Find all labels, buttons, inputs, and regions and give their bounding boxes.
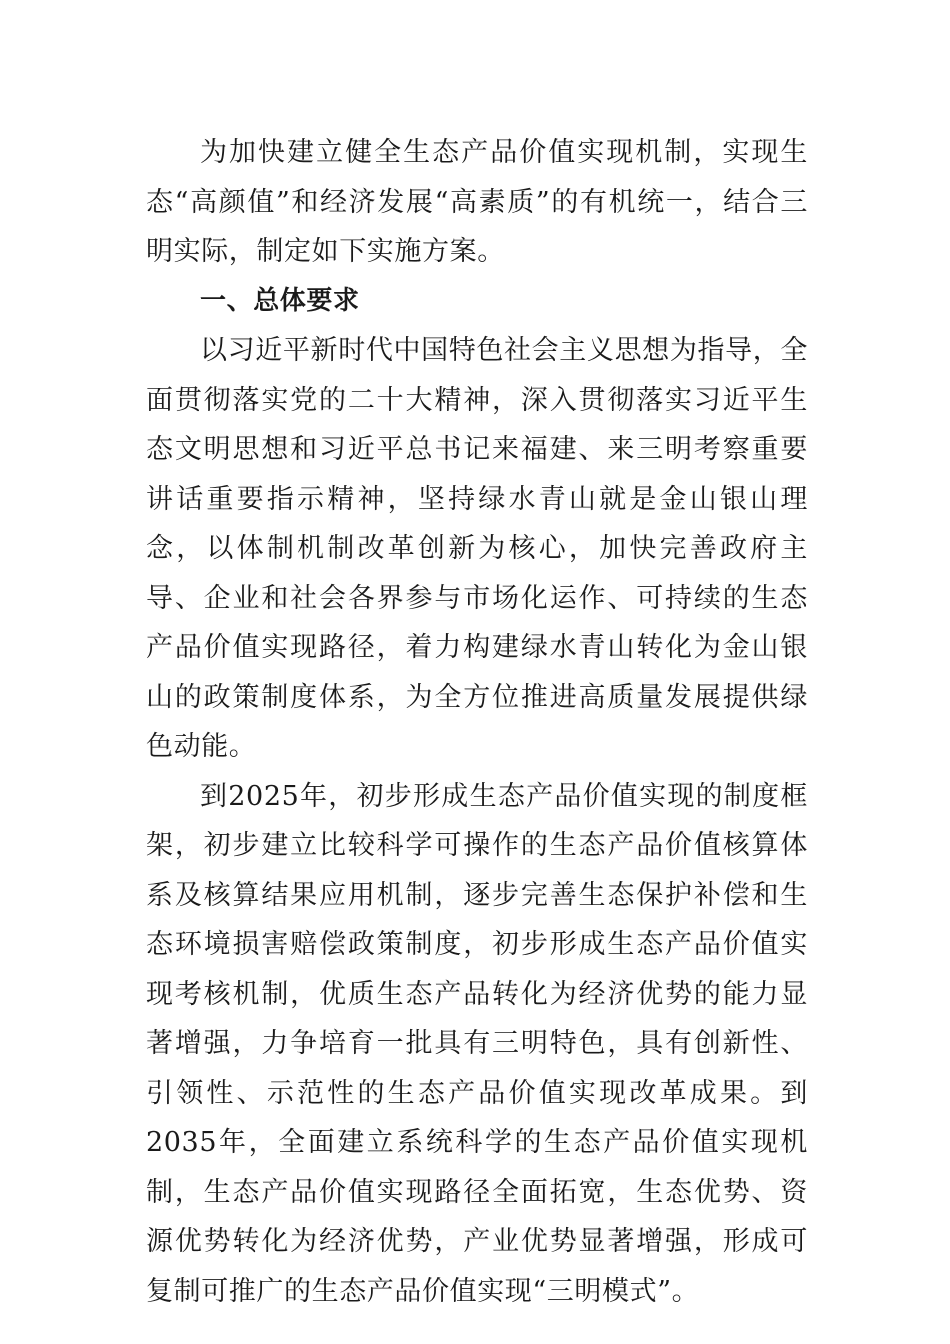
goals-paragraph: 到2025年，初步形成生态产品价值实现的制度框架，初步建立比较科学可操作的生态产品价值核算体系及核算结果应用机制，逐步完善生态保护补偿和生态环境损害赔偿政策制度，初步形成生态产品价值实现考核机制，优质生态产品转化为经济优势的能力显著增强，力争培育一批具有三明特色，具有创新性、引领性、示范性的生态产品价值实现改革成果。到2035年，全面建立系统科学的生态产品价值实现机制，生态产品价值实现路径全面拓宽，生态优势、资源优势转化为经济优势，产业优势显著增强，形成可复制可推广的生态产品价值实现“三明模式”。 [146, 780, 808, 1307]
intro-paragraph: 为加快建立健全生态产品价值实现机制，实现生态“高颜值”和经济发展“高素质”的有机统一，结合三明实际，制定如下实施方案。 [146, 137, 808, 267]
section-heading-general-requirements: 一、总体要求 [200, 285, 360, 316]
document-body [146, 128, 808, 1316]
guiding-ideology-paragraph: 以习近平新时代中国特色社会主义思想为指导，全面贯彻落实党的二十大精神，深入贯彻落实习近平生态文明思想和习近平总书记来福建、来三明考察重要讲话重要指示精神，坚持绿水青山就是金山银山理念，以体制机制改革创新为核心，加快完善政府主导、企业和社会各界参与市场化运作、可持续的生态产品价值实现路径，着力构建绿水青山转化为金山银山的政策制度体系，为全方位推进高质量发展提供绿色动能。 [146, 335, 808, 762]
